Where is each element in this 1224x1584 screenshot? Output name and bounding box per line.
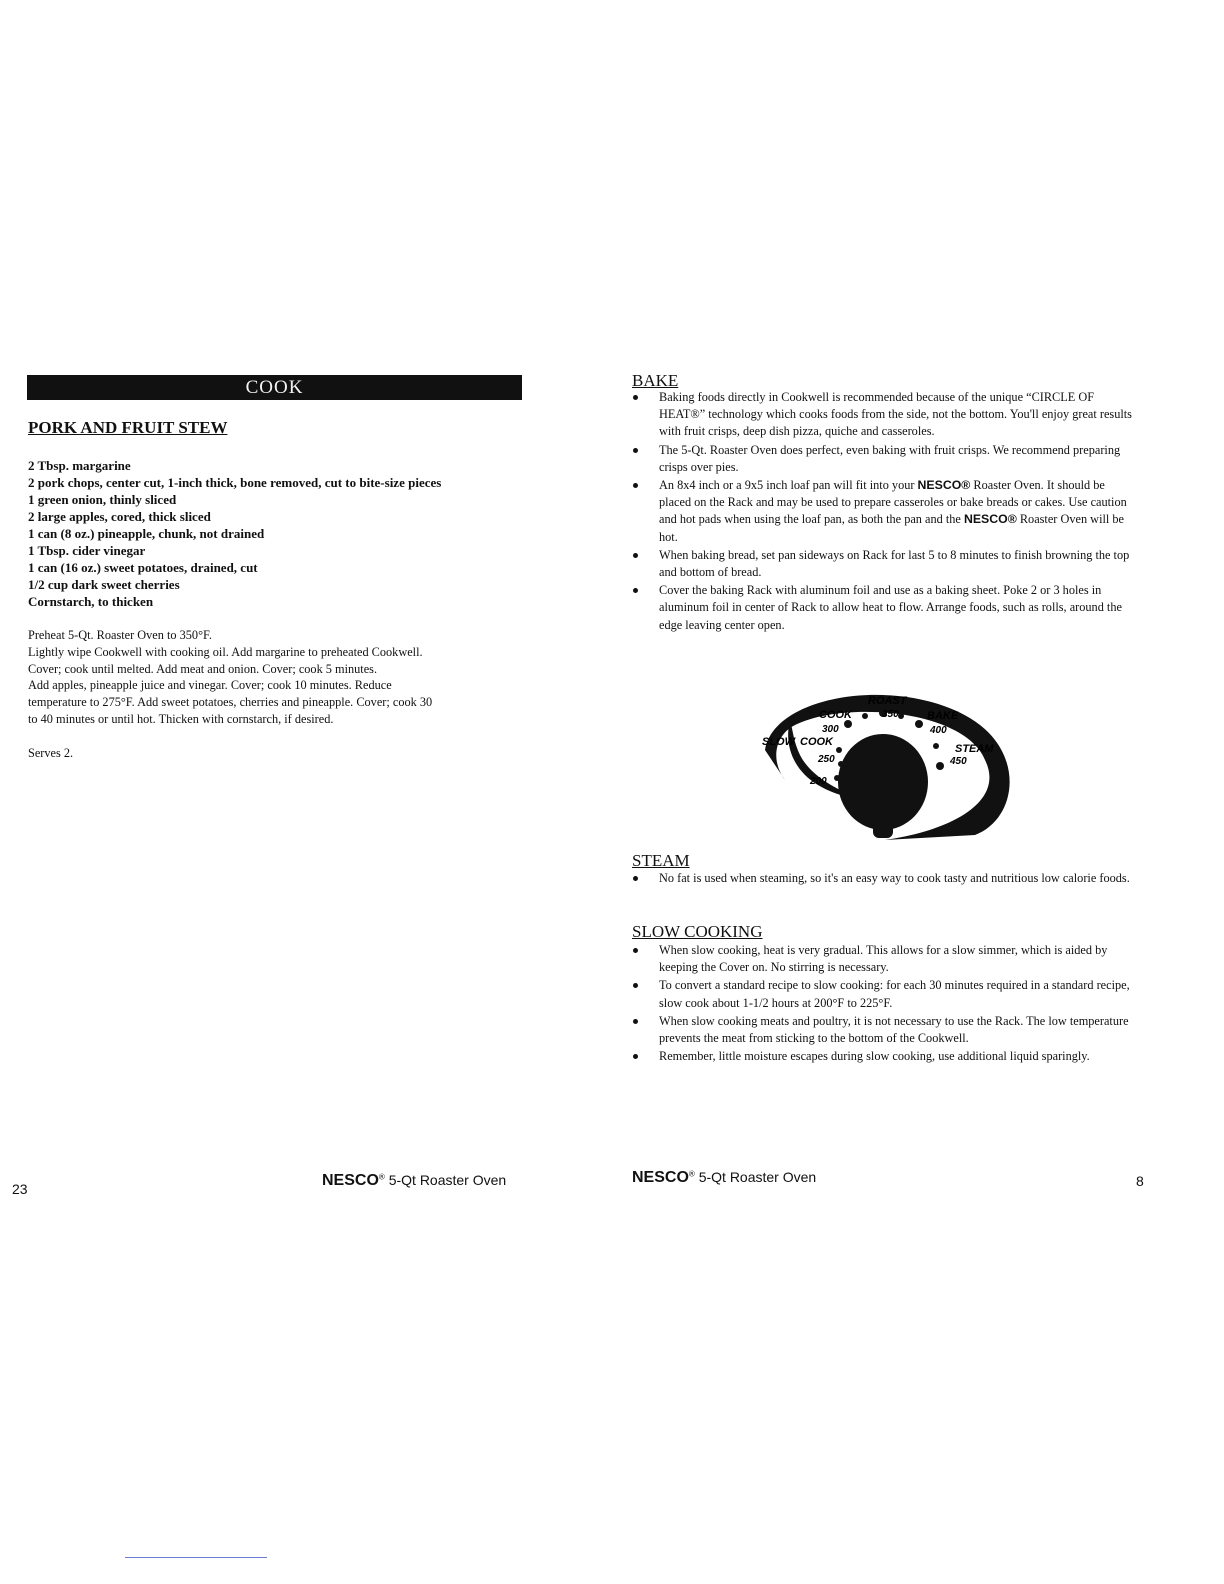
ingredient-item: 1 can (8 oz.) pineapple, chunk, not drained: [28, 526, 265, 541]
recipe-directions: [28, 627, 523, 728]
ingredient-item: 1/2 cup dark sweet cherries: [28, 577, 180, 592]
dial-knob: [838, 734, 928, 830]
left-footer: [322, 1172, 506, 1190]
temp-dot: [933, 743, 939, 749]
temp-label-300: 300: [822, 724, 839, 735]
right-page-number: 8: [1136, 1173, 1144, 1189]
ingredient-item: 1 can (16 oz.) sweet potatoes, drained, cut: [28, 560, 258, 575]
direction-line: Add apples, pineapple juice and vinegar. Cover; cook 10 minutes. Reduce: [28, 678, 392, 693]
ingredients-list: [28, 457, 528, 610]
temp-label-250: 250: [818, 754, 835, 765]
bullet-item: Baking foods directly in Cookwell is recommended because of the unique “CIRCLE OF HEAT®” technology which cooks foods from the side, not the bottom. You'll enjoy great results with fruit crisps, deep dish pizza, quiche and casseroles.: [633, 389, 1138, 441]
ingredient-item: 2 Tbsp. margarine: [28, 458, 131, 473]
ingredient-item: Cornstarch, to thicken: [28, 594, 154, 609]
bullet-icon: [633, 483, 638, 488]
temp-dot: [915, 720, 923, 728]
serves-note: Serves 2.: [28, 746, 74, 760]
slow-cooking-heading: SLOW COOKING: [632, 922, 763, 941]
recipe-title: PORK AND FRUIT STEW: [28, 418, 228, 437]
underline-artifact: [125, 1557, 267, 1558]
steam-heading: STEAM: [632, 851, 690, 870]
bake-heading: BAKE: [632, 371, 679, 390]
bullet-item: When baking bread, set pan sideways on Rack for last 5 to 8 minutes to finish browning the top and bottom of bread.: [633, 547, 1138, 581]
temp-dot: [836, 747, 842, 753]
temp-dot: [838, 761, 844, 767]
section-title-bar: COOK: [27, 375, 522, 400]
bullet-item: To convert a standard recipe to slow cooking: for each 30 minutes required in a standard recipe, slow cook about 1-1/2 hours at 200°F to 225°F.: [633, 977, 1138, 1011]
temp-dot: [844, 720, 852, 728]
brand-name: NESCO: [322, 1172, 379, 1189]
bullet-item: When slow cooking meats and poultry, it is not necessary to use the Rack. The low temperature prevents the meat from sticking to the bottom of the Cookwell.: [633, 1013, 1138, 1047]
ingredient-item: 2 pork chops, center cut, 1-inch thick, bone removed, cut to bite-size pieces: [28, 475, 442, 490]
slow-cooking-bullets: [633, 942, 1138, 1066]
dial-label-steam: STEAM: [955, 743, 994, 755]
bullet-item: No fat is used when steaming, so it's an easy way to cook tasty and nutritious low calorie foods.: [633, 870, 1138, 887]
temp-dot: [834, 775, 840, 781]
temp-label-200: 200: [810, 776, 827, 787]
direction-line: Cover; cook until melted. Add meat and onion. Cover; cook 5 minutes.: [28, 661, 378, 676]
direction-line: temperature to 275°F. Add sweet potatoes, cherries and pineapple. Cover; cook 30: [28, 695, 433, 710]
brand-name: NESCO: [632, 1169, 689, 1186]
ingredient-item: 1 Tbsp. cider vinegar: [28, 543, 146, 558]
bullet-icon: [633, 448, 638, 453]
steam-bullets: [633, 870, 1138, 888]
bullet-icon: [633, 983, 638, 988]
direction-line: to 40 minutes or until hot. Thicken with cornstarch, if desired.: [28, 711, 334, 726]
bullet-icon: [633, 588, 638, 593]
bullet-icon: [633, 395, 638, 400]
temp-label-450: 450: [950, 756, 967, 767]
bullet-item: Cover the baking Rack with aluminum foil and use as a baking sheet. Poke 2 or 3 holes in aluminum foil in center of Rack to allow heat to flow. Arrange foods, such as rolls, around the edge leaving center open.: [633, 582, 1138, 634]
bake-bullets: [633, 389, 1138, 635]
temp-label-400: 400: [930, 725, 947, 736]
direction-line: Lightly wipe Cookwell with cooking oil. Add margarine to preheated Cookwell.: [28, 644, 423, 659]
temp-dot: [936, 762, 944, 770]
bullet-item: Remember, little moisture escapes during slow cooking, use additional liquid sparingly.: [633, 1048, 1138, 1065]
ingredient-item: 2 large apples, cored, thick sliced: [28, 509, 211, 524]
product-name: 5-Qt Roaster Oven: [694, 1169, 817, 1185]
bullet-item: The 5-Qt. Roaster Oven does perfect, even baking with fruit crisps. We recommend preparing crisps over pies.: [633, 442, 1138, 476]
dial-label-roast: ROAST: [868, 695, 907, 707]
product-name: 5-Qt Roaster Oven: [384, 1172, 507, 1188]
ingredient-item: 1 green onion, thinly sliced: [28, 492, 177, 507]
bullet-icon: [633, 876, 638, 881]
right-footer: [632, 1169, 816, 1187]
dial-label-cook: COOK: [819, 709, 852, 721]
direction-line: Preheat 5-Qt. Roaster Oven to 350°F.: [28, 628, 212, 642]
bullet-item: An 8x4 inch or a 9x5 inch loaf pan will fit into your NESCO® Roaster Oven. It should be placed on the Rack and may be used to prepare casseroles or bake breads or cakes. Use caution and hot pads when using the loaf pan, as both the pan and the NESCO® Roaster Oven will be hot.: [633, 477, 1138, 546]
registered-mark: ®: [688, 1169, 695, 1179]
temp-dot: [862, 713, 868, 719]
dial-label-bake: BAKE: [927, 710, 959, 722]
bullet-icon: [633, 553, 638, 558]
bullet-icon: [633, 948, 638, 953]
dial-knob-pointer: [873, 820, 893, 838]
registered-mark: ®: [378, 1172, 385, 1182]
bullet-icon: [633, 1019, 638, 1024]
dial-label-slow-cook: COOK: [800, 736, 833, 748]
bullet-item: When slow cooking, heat is very gradual. This allows for a slow simmer, which is aided by keeping the Cover on. No stirring is necessary.: [633, 942, 1138, 976]
temperature-dial-illustration: [755, 680, 1025, 850]
bullet-icon: [633, 1054, 638, 1059]
left-page-number: 23: [12, 1181, 28, 1197]
temp-label-350: 350: [882, 709, 899, 720]
temp-dot: [898, 713, 904, 719]
dial-label-slow: SLOW: [762, 736, 795, 748]
